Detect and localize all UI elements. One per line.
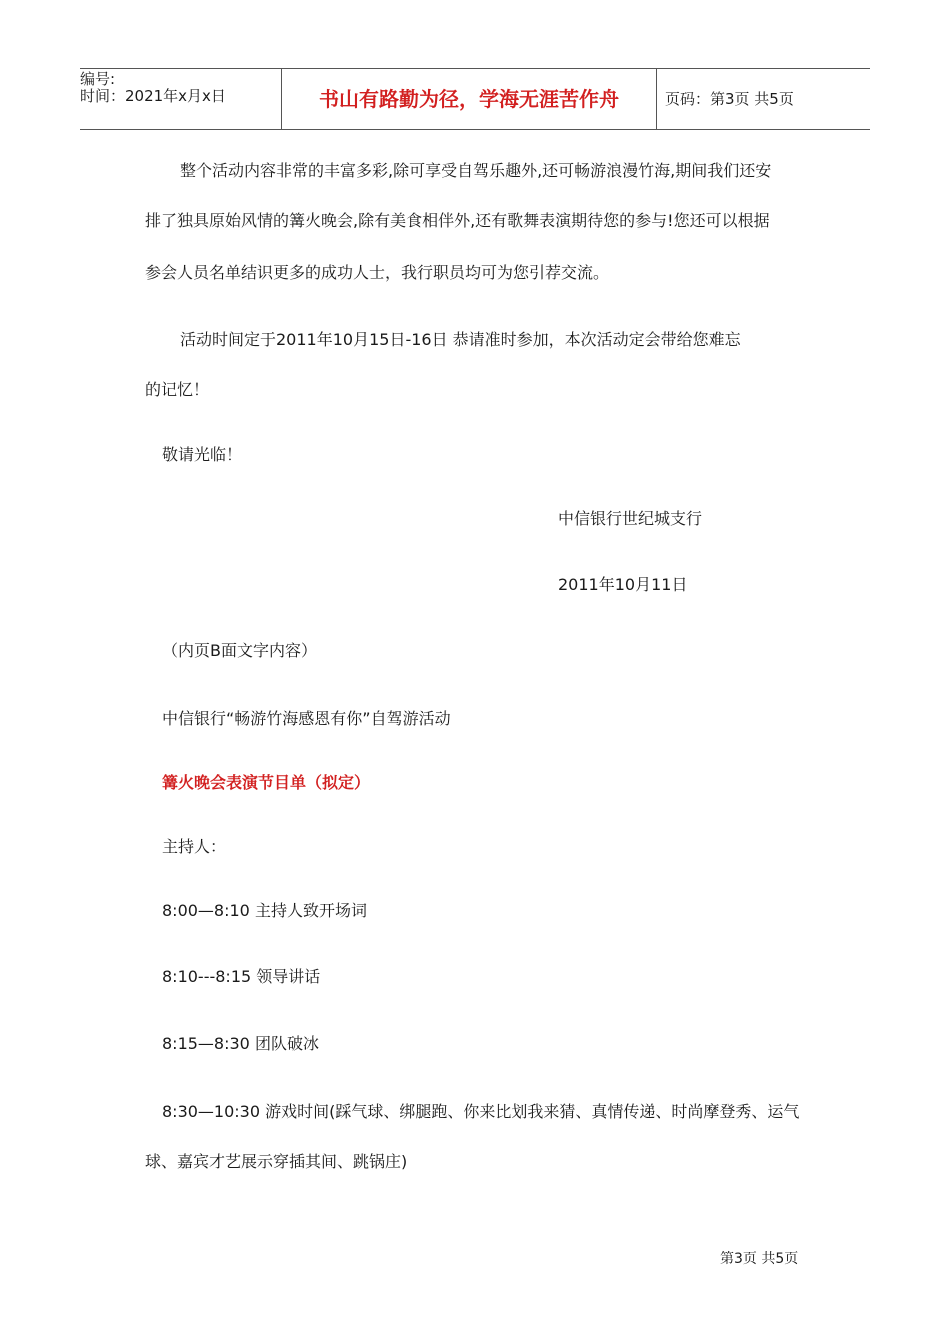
paragraph-2-line-2: 的记忆！ — [145, 380, 210, 399]
event-title: 中信银行“畅游竹海感恩有你”自驾游活动 — [162, 709, 451, 728]
paragraph-1-line-2: 排了独具原始风情的篝火晚会,除有美食相伴外,还有歌舞表演期待您的参与!您还可以根据 — [145, 211, 770, 230]
paragraph-2-line-1: 活动时间定于2011年10月15日-16日 恭请准时参加，本次活动定会带给您难忘 — [180, 330, 741, 349]
signature: 中信银行世纪城支行 — [558, 509, 703, 528]
schedule-item: 8:15—8:30 团队破冰 — [162, 1034, 319, 1053]
footer-page-number: 第3页 共5页 — [720, 1251, 799, 1267]
schedule-item: 8:00—8:10 主持人致开场词 — [162, 901, 367, 920]
paragraph-1-line-3: 参会人员名单结识更多的成功人士，我行职员均可为您引荐交流。 — [145, 263, 610, 282]
schedule-item: 8:30—10:30 游戏时间(踩气球、绑腿跑、你来比划我来猜、真情传递、时尚摩登秀、运气 — [162, 1102, 800, 1121]
invitation-text: 敬请光临！ — [162, 445, 243, 464]
header-page-label: 页码：第3页 共5页 — [665, 90, 794, 108]
header-motto: 书山有路勤为径，学海无涯苦作舟 — [281, 69, 657, 129]
header-number-label: 编号: — [80, 70, 116, 88]
host-label: 主持人： — [162, 837, 227, 856]
schedule-item: 8:10---8:15 领导讲话 — [162, 967, 321, 986]
program-title: 篝火晚会表演节目单（拟定） — [162, 773, 371, 792]
signature-date: 2011年10月11日 — [558, 575, 688, 594]
section-note: （内页B面文字内容） — [162, 641, 317, 660]
schedule-item-continued: 球、嘉宾才艺展示穿插其间、跳锅庄) — [145, 1152, 408, 1171]
document-header — [80, 68, 870, 130]
paragraph-1-line-1: 整个活动内容非常的丰富多彩,除可享受自驾乐趣外,还可畅游浪漫竹海,期间我们还安 — [180, 161, 772, 180]
header-meta — [80, 69, 280, 131]
header-time-label: 时间：2021年x月x日 — [80, 87, 226, 105]
